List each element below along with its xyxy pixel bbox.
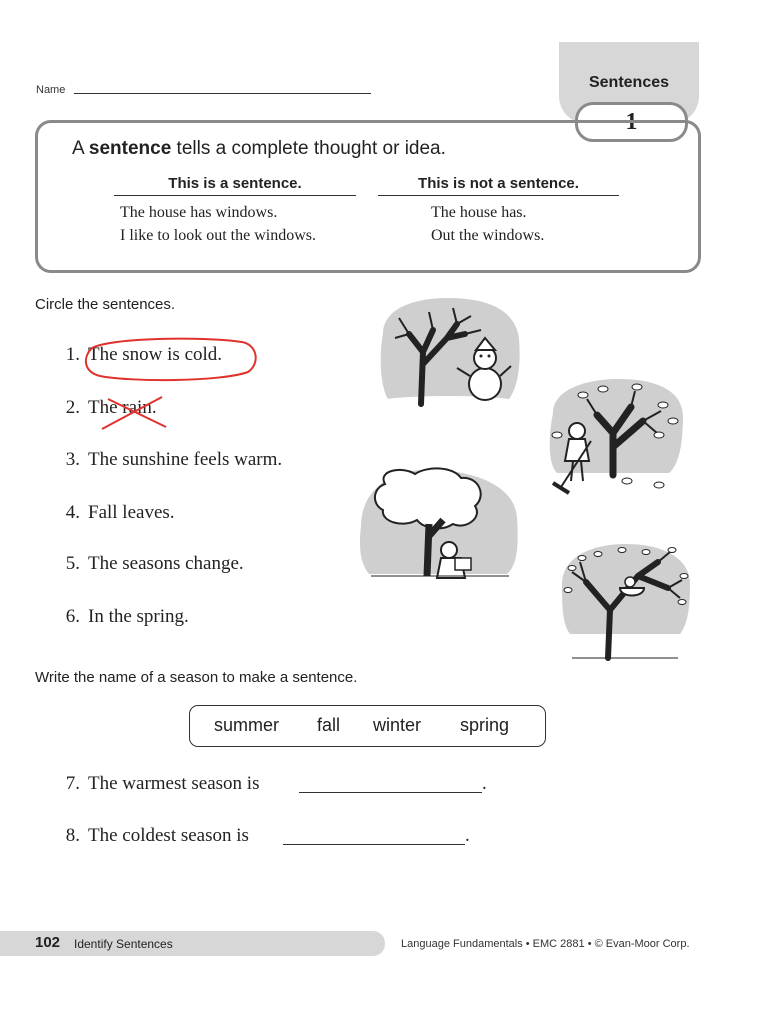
sentence-period: . xyxy=(482,773,487,794)
publisher-credit: Language Fundamentals • EMC 2881 • © Evan-Moor Corp. xyxy=(401,938,690,950)
column-divider-line xyxy=(378,195,619,196)
answer-blank-8[interactable] xyxy=(283,844,465,845)
red-circle-mark xyxy=(80,336,260,382)
exercise-item-5[interactable]: 5. The seasons change. xyxy=(65,553,244,574)
answer-blank-7[interactable] xyxy=(299,792,482,793)
not-sentence-column-heading: This is not a sentence. xyxy=(418,175,579,192)
winter-tree-snowman-illustration xyxy=(373,294,523,412)
name-label: Name xyxy=(36,84,66,96)
red-cross-mark xyxy=(100,393,168,431)
exercise-item-7: 7. The warmest season is xyxy=(65,773,260,794)
word-bank-word: winter xyxy=(373,715,422,735)
exercise-item-2[interactable]: 2. The rain. xyxy=(65,397,157,418)
word-bank-word: fall xyxy=(317,715,341,735)
non-sentence-examples xyxy=(431,201,544,247)
fill-in-instruction: Write the name of a season to make a sentence. xyxy=(35,669,358,686)
example-sentence: The house has windows. xyxy=(120,204,278,221)
circle-instruction: Circle the sentences. xyxy=(35,296,176,313)
exercise-item-1[interactable]: 1. The snow is cold. xyxy=(65,344,223,365)
name-write-line[interactable] xyxy=(74,93,371,94)
example-sentence: I like to look out the windows. xyxy=(120,227,316,244)
page-topic: Identify Sentences xyxy=(74,937,173,951)
column-divider-line xyxy=(114,195,356,196)
definition-text: A sentence tells a complete thought or idea. xyxy=(72,138,446,159)
fall-tree-girl-raking-illustration xyxy=(539,377,685,495)
lesson-tab-title: Sentences xyxy=(588,74,670,91)
word-bank-word: summer xyxy=(214,715,280,735)
exercise-item-8: 8. The coldest season is xyxy=(65,825,249,846)
example-non-sentence: Out the windows. xyxy=(431,227,545,244)
spring-tree-birds-nest-illustration xyxy=(558,540,694,662)
lesson-number-badge: 1 xyxy=(575,102,688,142)
word-bank-word: spring xyxy=(460,715,510,735)
page-number: 102 xyxy=(35,934,61,951)
definition-keyword: sentence xyxy=(88,138,172,159)
example-non-sentence: The house has. xyxy=(431,204,527,221)
exercise-item-4[interactable]: 4. Fall leaves. xyxy=(65,502,175,523)
sentence-period: . xyxy=(465,825,470,846)
sentence-examples xyxy=(120,201,316,247)
exercise-item-6[interactable]: 6. In the spring. xyxy=(65,606,189,627)
summer-tree-boy-reading-illustration xyxy=(357,466,521,588)
exercise-item-3[interactable]: 3. The sunshine feels warm. xyxy=(65,449,283,470)
sentence-column-heading: This is a sentence. xyxy=(168,175,302,192)
